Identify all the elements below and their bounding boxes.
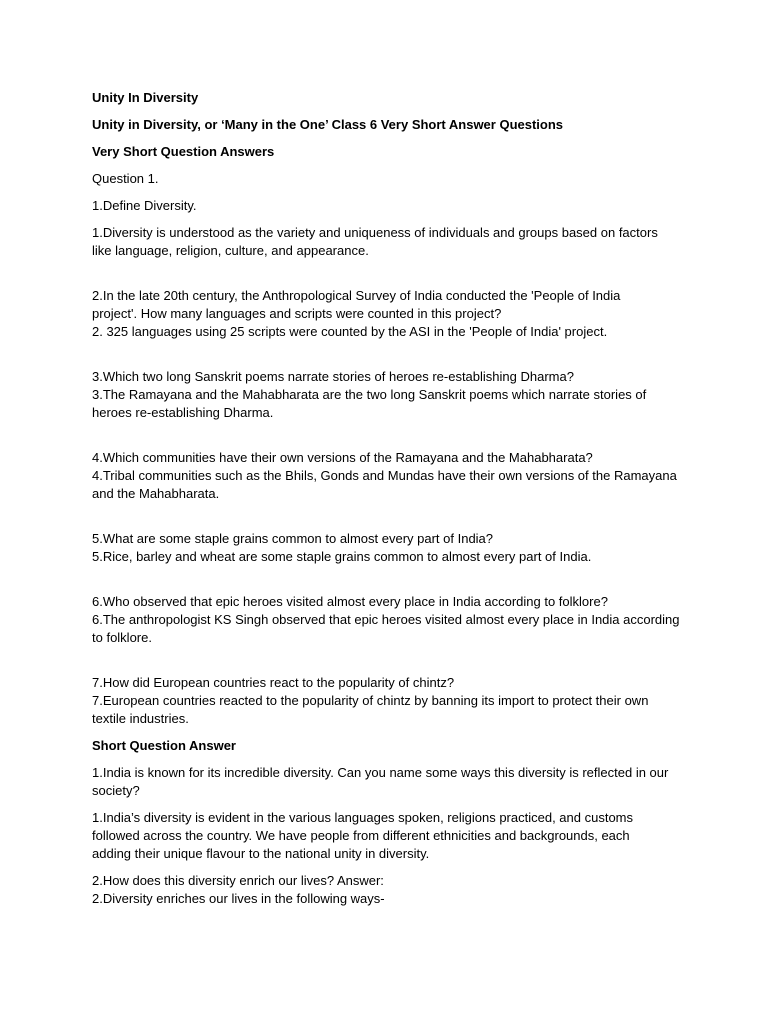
q7-line: 7.European countries reacted to the popularity of chintz by banning its import to protect their own: [92, 693, 649, 708]
s1-answer-line: adding their unique flavour to the national unity in diversity.: [92, 846, 430, 861]
q1-answer-line: 1.Diversity is understood as the variety and uniqueness of individuals and groups based on factors: [92, 225, 658, 240]
q3-line: 3.Which two long Sanskrit poems narrate stories of heroes re-establishing Dharma?: [92, 369, 574, 384]
q2-line: project'. How many languages and scripts were counted in this project?: [92, 306, 502, 321]
document-title: Unity In Diversity: [92, 90, 199, 105]
q1-question: 1.Define Diversity.: [92, 198, 197, 213]
q2-line: 2. 325 languages using 25 scripts were counted by the ASI in the 'People of India' project.: [92, 324, 608, 339]
section-heading-very-short: Very Short Question Answers: [92, 144, 275, 159]
q1-answer-line: like language, religion, culture, and appearance.: [92, 243, 369, 258]
q4-line: 4.Which communities have their own versions of the Ramayana and the Mahabharata?: [92, 450, 593, 465]
q5-line: 5.Rice, barley and wheat are some staple grains common to almost every part of India.: [92, 549, 592, 564]
s1-answer-line: 1.India’s diversity is evident in the various languages spoken, religions practiced, and customs: [92, 810, 634, 825]
q7-line: textile industries.: [92, 711, 189, 726]
q4-line: 4.Tribal communities such as the Bhils, Gonds and Mundas have their own versions of the Ramayana: [92, 468, 677, 483]
q7-line: 7.How did European countries react to the popularity of chintz?: [92, 675, 455, 690]
q4-line: and the Mahabharata.: [92, 486, 220, 501]
q6-line: to folklore.: [92, 630, 152, 645]
q6-line: 6.The anthropologist KS Singh observed that epic heroes visited almost every place in India according: [92, 612, 680, 627]
q6-line: 6.Who observed that epic heroes visited almost every place in India according to folklore?: [92, 594, 608, 609]
s2-line: 2.How does this diversity enrich our lives? Answer:: [92, 873, 384, 888]
s1-answer-line: followed across the country. We have people from different ethnicities and backgrounds, each: [92, 828, 630, 843]
s1-question-line: 1.India is known for its incredible diversity. Can you name some ways this diversity is reflected in our: [92, 765, 669, 780]
s1-question-line: society?: [92, 783, 140, 798]
document-body: [92, 89, 682, 908]
document-subtitle: Unity in Diversity, or ‘Many in the One’ Class 6 Very Short Answer Questions: [92, 117, 564, 132]
q2-line: 2.In the late 20th century, the Anthropological Survey of India conducted the 'People of India: [92, 288, 621, 303]
question-label: Question 1.: [92, 171, 159, 186]
q5-line: 5.What are some staple grains common to almost every part of India?: [92, 531, 494, 546]
q3-line: 3.The Ramayana and the Mahabharata are the two long Sanskrit poems which narrate stories of: [92, 387, 647, 402]
q3-line: heroes re-establishing Dharma.: [92, 405, 274, 420]
s2-line: 2.Diversity enriches our lives in the following ways-: [92, 891, 385, 906]
section-heading-short: Short Question Answer: [92, 738, 236, 753]
